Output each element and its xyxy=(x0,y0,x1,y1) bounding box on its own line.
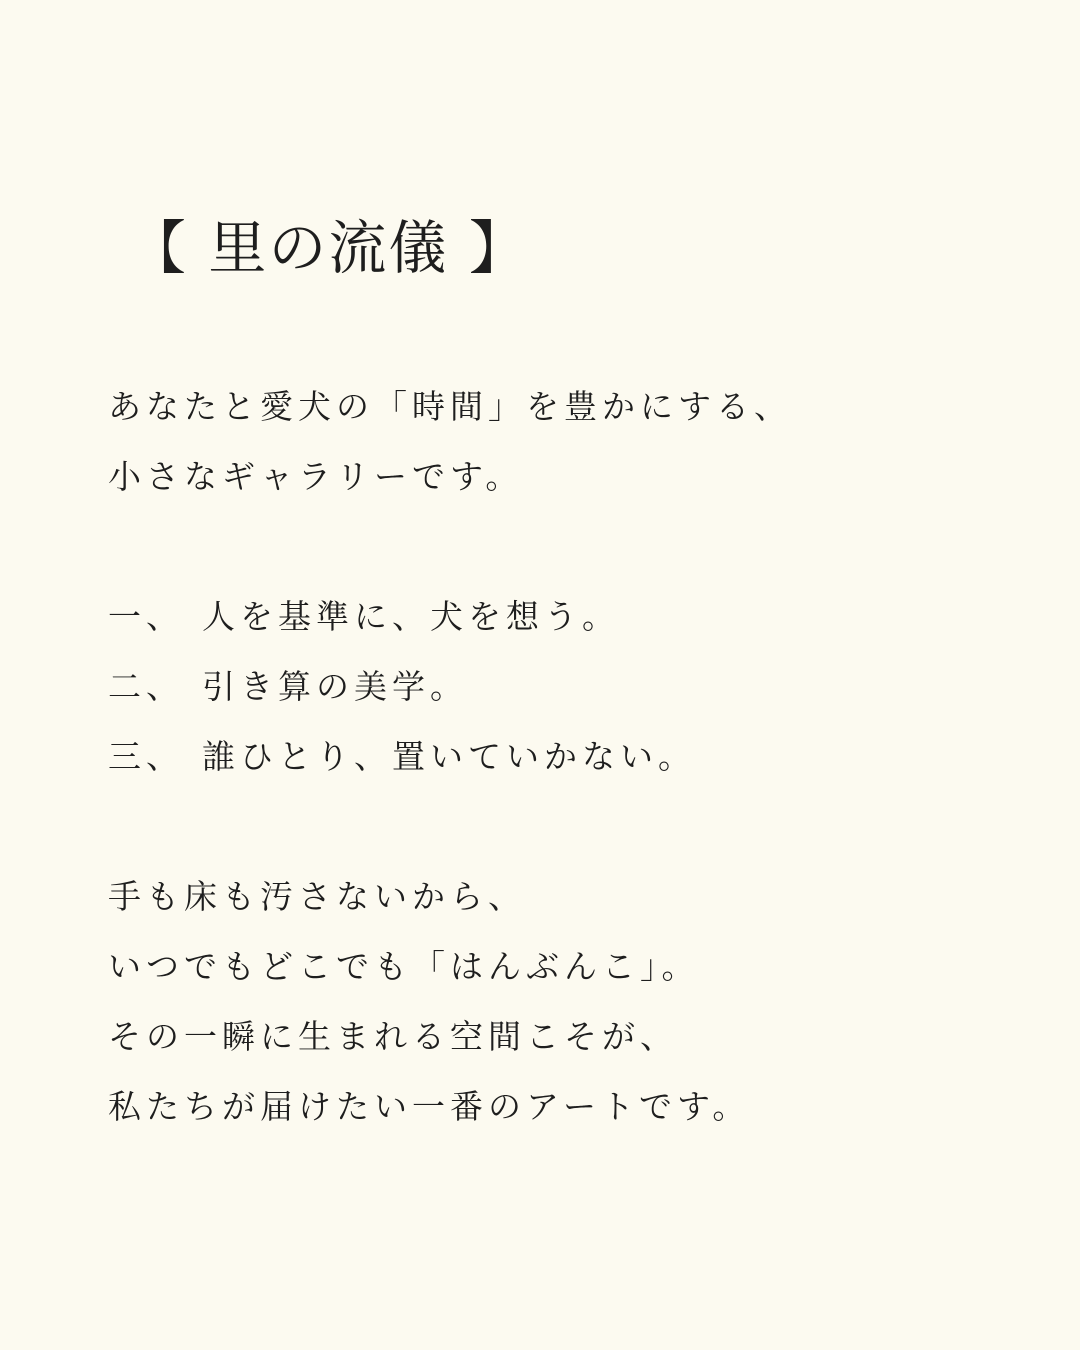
principles-list xyxy=(108,582,1008,792)
spacer xyxy=(108,792,1008,862)
list-item xyxy=(108,652,1008,722)
list-item xyxy=(108,582,1008,652)
closing-line-4: 私たちが届けたい一番のアートです。 xyxy=(108,1087,751,1126)
body-text xyxy=(108,372,1008,1142)
closing-line-1: 手も床も汚さないから、 xyxy=(108,877,526,916)
intro-paragraph xyxy=(108,372,1008,512)
list-item-text: 人を基準に、犬を想う。 xyxy=(202,597,620,636)
page-title: 【 里の流儀 】 xyxy=(128,214,529,282)
closing-line-3: その一瞬に生まれる空間こそが、 xyxy=(108,1017,678,1056)
spacer xyxy=(108,512,1008,582)
list-item-text: 引き算の美学。 xyxy=(202,667,468,706)
list-item-text: 誰ひとり、置いていかない。 xyxy=(202,737,696,776)
intro-line-2: 小さなギャラリーです。 xyxy=(108,457,524,496)
list-item-number: 一、 xyxy=(108,597,184,636)
closing-paragraph xyxy=(108,862,1008,1142)
closing-line-2: いつでもどこでも「はんぶんこ」。 xyxy=(108,947,700,986)
list-item xyxy=(108,722,1008,792)
intro-line-1: あなたと愛犬の「時間」を豊かにする、 xyxy=(108,387,792,426)
list-item-number: 二、 xyxy=(108,667,184,706)
list-item-number: 三、 xyxy=(108,737,184,776)
